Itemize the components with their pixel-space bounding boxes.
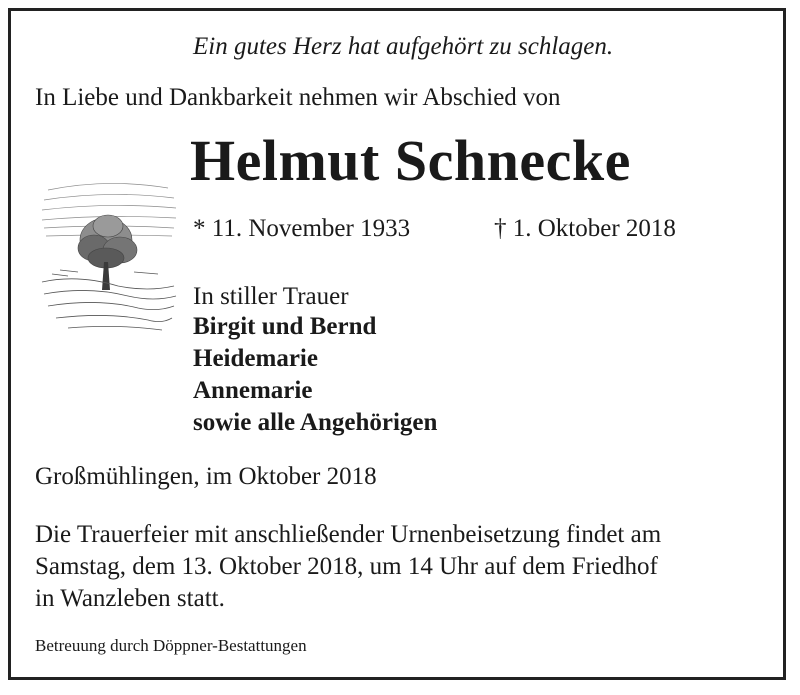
death-date: † 1. Oktober 2018: [494, 215, 676, 242]
funeral-info-line: Die Trauerfeier mit anschließender Urnenbeisetzung findet am: [35, 521, 662, 548]
place-date: Großmühlingen, im Oktober 2018: [35, 463, 377, 490]
intro-line: In Liebe und Dankbarkeit nehmen wir Abschied von: [35, 84, 561, 111]
mourner-name: Annemarie: [193, 377, 313, 404]
funeral-info-line: Samstag, dem 13. Oktober 2018, um 14 Uhr auf dem Friedhof: [35, 553, 658, 580]
deceased-name: Helmut Schnecke: [190, 128, 631, 193]
tree-landscape-icon: [38, 178, 178, 338]
funeral-info-line: in Wanzleben statt.: [35, 585, 225, 612]
motto: Ein gutes Herz hat aufgehört zu schlagen.: [193, 33, 614, 60]
mourner-name: Heidemarie: [193, 345, 318, 372]
mourner-name: Birgit und Bernd: [193, 313, 377, 340]
mourning-line: In stiller Trauer: [193, 283, 349, 310]
birth-date: * 11. November 1933: [193, 215, 411, 242]
funeral-home-credit: Betreuung durch Döppner-Bestattungen: [35, 636, 307, 655]
mourner-relatives: sowie alle Angehörigen: [193, 409, 438, 436]
